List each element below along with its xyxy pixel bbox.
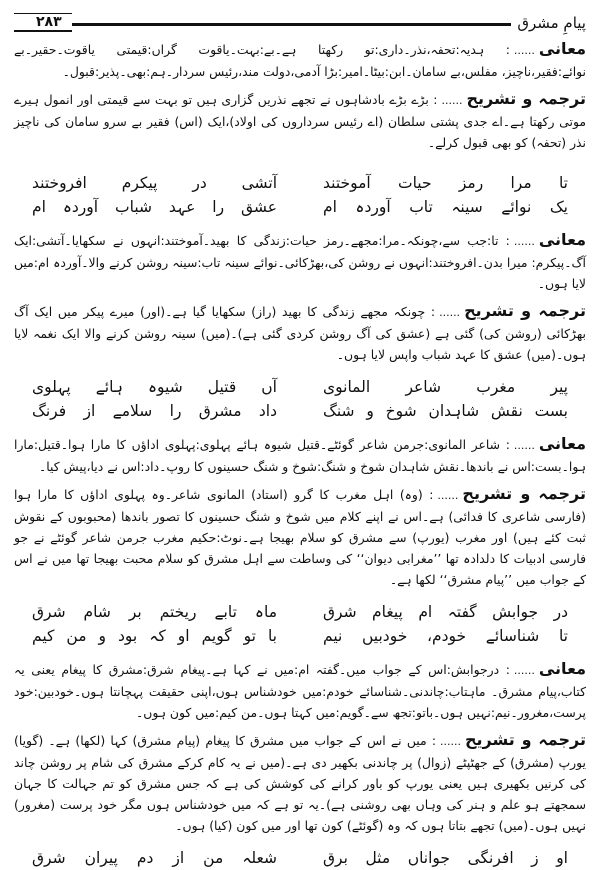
leader-dots: ...... <box>441 94 463 107</box>
leader-dots: ...... <box>513 44 535 57</box>
translation-paragraph <box>14 88 586 153</box>
translation-text: : بڑے بڑے بادشاہوں نے تجھے نذریں گزاری ہیں تو بہت سے قیمتی اور انمول ہیرے موتی رکھتا ہے۔اے جدی پشتی سلطان (اے رئیس سرداروں کی اولاد)،ایک (اس) فقیر بے سرو سامان کی ناچیز نذر (تحفہ) کو بھی قبول کرلے۔ <box>14 92 586 150</box>
meanings-paragraph <box>14 38 586 82</box>
verse-line <box>14 399 586 423</box>
verse-line <box>14 195 586 219</box>
meanings-label: معانی <box>538 434 586 453</box>
meanings-text: : تا:جب سے،چونکہ۔مرا:مجھے۔رمز حیات:زندگی کا بھید۔آموختند:انہوں نے سکھایا۔آتشی:ایک آگ۔پیکرم: میرا بدن۔افروختند:انہوں نے روشن کی،بھڑکائی۔نوائے سینہ تاب:سینہ روشن کرنے والا۔آوردہ ام:میں لایا ہوں۔ <box>14 233 586 291</box>
meanings-paragraph <box>14 658 586 723</box>
verse-line <box>14 375 586 399</box>
meanings-label: معانی <box>538 659 586 678</box>
header-rule <box>72 23 512 26</box>
hemistich: ماہ تابے ریختم بر شام شرق <box>32 603 277 621</box>
verse-couplet <box>14 600 586 648</box>
meanings-text: : درجوابش:اس کے جواب میں۔گفتہ ام:میں نے کہا ہے۔پیغام شرق:مشرق کا پیغام یعنی یہ کتاب،پیام مشرق۔ ماہتاب:چاندنی۔شناسائے خودم:میں خودشناس ہوں،اپنی حقیقت پہچانتا ہوں۔خودبین:خود پرست،مغرور۔نیم:نہیں ہوں۔باتو:تجھ سے۔گویم:میں کہتا ہوں۔من کیم:میں کون ہوں۔ <box>14 662 586 720</box>
page-number: ۲۸۳ <box>14 13 72 32</box>
translation-label: ترجمہ و تشریح <box>466 89 586 108</box>
page-header <box>14 6 586 32</box>
translation-text: : (وہ) اہل مغرب کا گرو (استاد) المانوی شاعر۔وہ پہلوی اداؤں کا مارا ہوا (فارسی شاعری کا فدائی) ہے۔اس نے اپنے کلام میں شوخ و شنگ حسینوں کا تصور باندھا (محبوبوں کے نقوش ثبت کئے ہیں) اور مغرب (یورپ) سے مشرق کو سلام بھیجا ہے۔نوٹ:حکیم مغرب جرمن شاعر گوئٹے نے جو فارسی ادبیات کا دلدادہ تھا ’’مغرابی دیوان‘‘ کی وساطت سے اہل مشرق کو سلام محبت بھیجا تھا میں نے اس کے جواب میں ’’پیام مشرق‘‘ لکھا ہے۔ <box>14 487 586 587</box>
book-title: پیامِ مشرق <box>517 14 586 32</box>
verse-line <box>14 171 586 195</box>
meanings-label: معانی <box>538 39 586 58</box>
leader-dots: ...... <box>513 439 535 452</box>
translation-text: : چونکہ مجھے زندگی کا بھید (راز) سکھایا گیا ہے۔(اور) میرے پیکر میں ایک آگ بھڑکائی (روشن کی) گئی ہے (عشق کی آگ روشن کردی گئی ہے)۔(میں) سینہ روشن کرنے والا ایک نغمہ لایا ہوں۔(میں) عشق کا عہد شباب واپس لایا ہوں۔ <box>14 304 586 362</box>
translation-label: ترجمہ و تشریح <box>465 730 586 749</box>
translation-paragraph <box>14 300 586 365</box>
verse-couplet <box>14 375 586 423</box>
hemistich: تا مرا رمز حیات آموختند <box>323 174 568 192</box>
hemistich: عشق را عہد شباب آوردہ ام <box>32 198 277 216</box>
meanings-label: معانی <box>538 230 586 249</box>
translation-paragraph <box>14 483 586 590</box>
meanings-text: : ہدیہ:تحفہ،نذر۔داری:تو رکھتا ہے۔بے:بہت۔یاقوت گراں:قیمتی یاقوت۔حقیر۔بے نوائے:فقیر،ناچیز، مفلس،بے سامان۔ابن:بیٹا۔امیر:بڑا آدمی،دولت مند،رئیس سردار۔ہم:بھی۔پذیر:قبول۔ <box>14 42 586 79</box>
meanings-paragraph <box>14 433 586 477</box>
verse-couplet <box>14 171 586 219</box>
verse-line <box>14 846 586 870</box>
translation-label: ترجمہ و تشریح <box>462 484 587 503</box>
hemistich: تا شناسائے خودم، خودبیں نیم <box>323 627 568 645</box>
leader-dots: ...... <box>440 735 461 748</box>
verse-couplet <box>14 846 586 870</box>
meanings-text: : شاعر المانوی:جرمن شاعر گوئٹے۔قتیل شیوہ ہائے پہلوی:پہلوی اداؤں کا مارا ہوا۔قتیل:مارا ہوا۔بست:اس نے باندھا۔نقش شاہدان شوخ و شنگ:شوخ و شنگ حسینوں کا روپ۔داد:اس نے دیا،پیش کیا۔ <box>14 437 586 474</box>
hemistich: داد مشرق را سلامے از فرنگ <box>32 402 277 420</box>
translation-label: ترجمہ و تشریح <box>464 301 587 320</box>
leader-dots: ...... <box>513 664 535 677</box>
verse-line <box>14 624 586 648</box>
verse-line <box>14 600 586 624</box>
translation-paragraph <box>14 729 586 836</box>
hemistich: شعلہ من از دم پیران شرق <box>32 849 277 867</box>
hemistich: بست نقش شاہدان شوخ و شنگ <box>323 402 568 420</box>
leader-dots: ...... <box>437 489 459 502</box>
leader-dots: ...... <box>513 235 535 248</box>
translation-text: : میں نے اس کے جواب میں مشرق کا پیغام (پیام مشرق) کہا (لکھا) ہے۔ (گویا) یورپ (مشرق) کے جھٹپٹے (زوال) پر چاندنی بکھیر دی ہے۔(میں نے یہ کام کرکے مشرق کی شام پر روشن چاند کی کرنیں بکھیری ہیں یعنی یورپ کو باور کرانے کی کوشش کی ہے کہ جس مشرق کو تم جہالت کا جہان سمجھتے ہو علم و ہنر کی وہاں بھی روشنی ہے)۔یہ تو ہے کہ میں خودشناس ہوں مگر خود پرست (مغرور) نہیں ہوں۔(میں) تجھے بتاتا ہوں کہ وہ (گوئٹے) کون تھا اور میں کون (کیا) ہوں۔ <box>14 733 586 833</box>
meanings-paragraph <box>14 229 586 294</box>
hemistich: با تو گویم او کہ بود و من کیم <box>32 627 277 645</box>
leader-dots: ...... <box>439 306 461 319</box>
hemistich: آں قتیل شیوہ ہائے پہلوی <box>32 378 277 396</box>
hemistich: یک نوائے سینہ تاب آوردہ ام <box>323 198 568 216</box>
hemistich: آتشی در پیکرم افروختند <box>32 174 277 192</box>
hemistich: پیر مغرب شاعر المانوی <box>323 378 568 396</box>
hemistich: او ز افرنگی جواناں مثل برق <box>323 849 568 867</box>
hemistich: در جوابش گفتہ ام پیغام شرق <box>323 603 568 621</box>
